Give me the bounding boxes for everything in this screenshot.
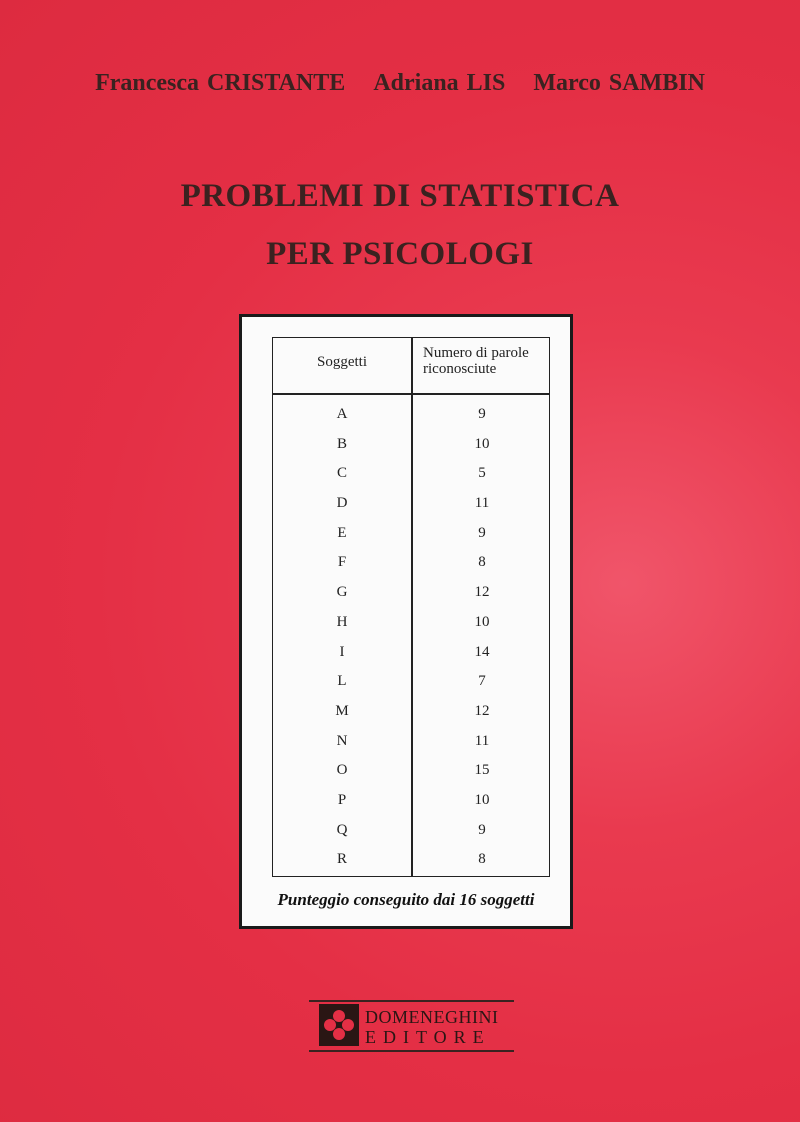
table-cell-value: 8 — [478, 554, 486, 571]
table-cell-subject: R — [336, 851, 347, 868]
authors-line — [0, 70, 800, 97]
table-cell-subject: C — [336, 465, 347, 482]
publisher-block — [309, 1000, 514, 1052]
publisher-rule-bottom — [309, 1050, 514, 1052]
table-cell-subject: F — [337, 554, 347, 571]
author-2: Adriana LIS — [373, 70, 506, 96]
flower-emblem-icon — [319, 1004, 359, 1046]
header-words-line-2: riconosciute — [423, 361, 497, 377]
table-cell-subject: G — [336, 584, 348, 601]
table-cell-value: 7 — [478, 673, 486, 690]
table-cell-subject: L — [337, 673, 347, 690]
table-cell-value: 15 — [474, 762, 490, 779]
table-cell-value: 11 — [474, 732, 490, 749]
header-subjects: Soggetti — [316, 354, 367, 370]
table-cell-value: 10 — [474, 791, 490, 808]
table-cell-subject: N — [336, 732, 348, 749]
author-3: Marco SAMBIN — [533, 70, 705, 96]
table-cell-subject: P — [337, 791, 347, 808]
table-cell-subject: H — [336, 613, 348, 630]
table-cell-value: 10 — [474, 435, 490, 452]
book-title-line-1: PROBLEMI DI STATISTICA — [180, 178, 620, 214]
table-cell-value: 10 — [474, 613, 490, 630]
table-cell-subject: Q — [336, 821, 348, 838]
table-cell-subject: E — [337, 524, 347, 541]
book-title-line-2: PER PSICOLOGI — [266, 236, 534, 272]
author-1: Francesca CRISTANTE — [95, 70, 346, 96]
table-cell-subject: A — [336, 406, 348, 422]
header-words — [423, 345, 551, 377]
table-cell-subject: O — [336, 762, 348, 779]
table-cell-subject: M — [335, 702, 349, 719]
subjects-column — [273, 400, 411, 875]
table-cell-value: 11 — [474, 495, 490, 512]
publisher-sub: EDITORE — [365, 1027, 491, 1047]
table-cell-value: 14 — [474, 643, 490, 660]
table-cell-subject: B — [336, 435, 347, 452]
publisher-rule-top — [309, 1000, 514, 1002]
table-cell-value: 8 — [478, 851, 486, 868]
table-cell-value: 9 — [478, 406, 486, 422]
table-cell-subject: I — [339, 643, 345, 660]
table-cell-value: 5 — [478, 465, 486, 482]
table-panel — [239, 314, 573, 929]
table-cell-value: 9 — [478, 821, 486, 838]
table-caption: Punteggio conseguito dai 16 soggetti — [277, 890, 535, 909]
table-cell-value: 12 — [474, 702, 490, 719]
table-cell-value: 12 — [474, 584, 490, 601]
data-table — [272, 337, 550, 877]
values-column — [413, 400, 551, 875]
publisher-name: DOMENEGHINI — [365, 1007, 499, 1027]
table-cell-value: 9 — [478, 524, 486, 541]
header-divider — [273, 393, 549, 395]
header-words-line-1: Numero di parole — [423, 345, 529, 361]
table-cell-subject: D — [336, 495, 348, 512]
